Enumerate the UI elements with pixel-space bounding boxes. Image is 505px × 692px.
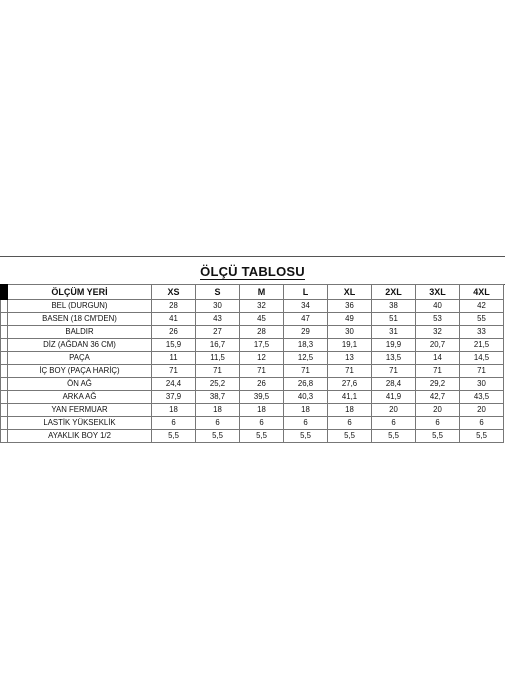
measurement-cell: 5,5 xyxy=(284,430,328,443)
measurement-cell: 30 xyxy=(460,378,504,391)
measurement-cell: 6 xyxy=(196,417,240,430)
measurement-cell: 6 xyxy=(284,417,328,430)
measurement-cell: 40 xyxy=(416,300,460,313)
row-edge-cell xyxy=(1,378,8,391)
row-edge-cell xyxy=(1,326,8,339)
measurement-cell: 38,7 xyxy=(196,391,240,404)
row-edge-cell xyxy=(1,404,8,417)
measurement-cell: 42 xyxy=(460,300,504,313)
measurement-cell: 29 xyxy=(284,326,328,339)
table-row xyxy=(1,391,504,404)
row-label: PAÇA xyxy=(8,352,152,365)
measurement-cell: 40,3 xyxy=(284,391,328,404)
column-header: XL xyxy=(328,285,372,300)
measurement-cell: 5,5 xyxy=(328,430,372,443)
measurement-cell: 55 xyxy=(460,313,504,326)
measurement-cell: 71 xyxy=(372,365,416,378)
measurement-cell: 13 xyxy=(328,352,372,365)
table-body xyxy=(1,300,504,443)
measurement-cell: 28 xyxy=(152,300,196,313)
row-label: ÖN AĞ xyxy=(8,378,152,391)
measurement-cell: 29,2 xyxy=(416,378,460,391)
table-row xyxy=(1,430,504,443)
measurement-cell: 6 xyxy=(460,417,504,430)
measurement-cell: 5,5 xyxy=(460,430,504,443)
header-row xyxy=(1,285,504,300)
measurement-cell: 6 xyxy=(152,417,196,430)
row-edge-cell xyxy=(1,430,8,443)
measurement-cell: 11,5 xyxy=(196,352,240,365)
table-row xyxy=(1,326,504,339)
column-header: M xyxy=(240,285,284,300)
table-row xyxy=(1,404,504,417)
table-row xyxy=(1,352,504,365)
measurement-cell: 18 xyxy=(240,404,284,417)
measurement-cell: 26 xyxy=(152,326,196,339)
measurement-cell: 18 xyxy=(196,404,240,417)
column-header: S xyxy=(196,285,240,300)
measurement-cell: 36 xyxy=(328,300,372,313)
measurement-cell: 20 xyxy=(416,404,460,417)
measurement-cell: 39,5 xyxy=(240,391,284,404)
column-header: ÖLÇÜM YERİ xyxy=(8,285,152,300)
chart-title-text: ÖLÇÜ TABLOSU xyxy=(200,264,305,279)
measurement-cell: 71 xyxy=(460,365,504,378)
measurement-cell: 6 xyxy=(416,417,460,430)
table-row xyxy=(1,417,504,430)
table-row xyxy=(1,313,504,326)
measurement-cell: 27 xyxy=(196,326,240,339)
measurement-cell: 71 xyxy=(416,365,460,378)
measurement-cell: 28 xyxy=(240,326,284,339)
measurement-cell: 37,9 xyxy=(152,391,196,404)
measurement-cell: 12 xyxy=(240,352,284,365)
measurement-cell: 49 xyxy=(328,313,372,326)
row-label: LASTİK YÜKSEKLİK xyxy=(8,417,152,430)
row-label: DİZ (AĞDAN 36 CM) xyxy=(8,339,152,352)
measurement-cell: 14,5 xyxy=(460,352,504,365)
measurement-cell: 28,4 xyxy=(372,378,416,391)
measurement-cell: 71 xyxy=(284,365,328,378)
measurement-cell: 38 xyxy=(372,300,416,313)
measurement-cell: 18 xyxy=(284,404,328,417)
measurement-cell: 31 xyxy=(372,326,416,339)
row-edge-cell xyxy=(1,417,8,430)
size-table xyxy=(0,284,504,443)
table-row xyxy=(1,339,504,352)
table-row xyxy=(1,365,504,378)
title-band xyxy=(0,256,505,285)
measurement-cell: 25,2 xyxy=(196,378,240,391)
measurement-cell: 5,5 xyxy=(240,430,284,443)
measurement-cell: 21,5 xyxy=(460,339,504,352)
measurement-cell: 13,5 xyxy=(372,352,416,365)
column-header: 2XL xyxy=(372,285,416,300)
row-label: BEL (DURGUN) xyxy=(8,300,152,313)
measurement-cell: 20,7 xyxy=(416,339,460,352)
measurement-cell: 47 xyxy=(284,313,328,326)
measurement-cell: 16,7 xyxy=(196,339,240,352)
measurement-cell: 6 xyxy=(328,417,372,430)
measurement-cell: 6 xyxy=(372,417,416,430)
measurement-cell: 71 xyxy=(196,365,240,378)
table-row xyxy=(1,378,504,391)
measurement-cell: 19,9 xyxy=(372,339,416,352)
measurement-cell: 20 xyxy=(372,404,416,417)
measurement-cell: 42,7 xyxy=(416,391,460,404)
measurement-cell: 41,1 xyxy=(328,391,372,404)
measurement-cell: 5,5 xyxy=(372,430,416,443)
measurement-cell: 17,5 xyxy=(240,339,284,352)
measurement-cell: 11 xyxy=(152,352,196,365)
measurement-cell: 18 xyxy=(152,404,196,417)
measurement-cell: 51 xyxy=(372,313,416,326)
row-label: AYAKLIK BOY 1/2 xyxy=(8,430,152,443)
measurement-cell: 26,8 xyxy=(284,378,328,391)
row-label: YAN FERMUAR xyxy=(8,404,152,417)
measurement-cell: 32 xyxy=(416,326,460,339)
measurement-cell: 71 xyxy=(328,365,372,378)
measurement-cell: 15,9 xyxy=(152,339,196,352)
row-label: İÇ BOY (PAÇA HARİÇ) xyxy=(8,365,152,378)
measurement-cell: 18 xyxy=(328,404,372,417)
measurement-cell: 41 xyxy=(152,313,196,326)
measurement-cell: 71 xyxy=(240,365,284,378)
measurement-cell: 5,5 xyxy=(152,430,196,443)
row-edge-cell xyxy=(1,365,8,378)
measurement-cell: 5,5 xyxy=(196,430,240,443)
measurement-cell: 20 xyxy=(460,404,504,417)
measurement-cell: 71 xyxy=(152,365,196,378)
measurement-cell: 41,9 xyxy=(372,391,416,404)
measurement-cell: 30 xyxy=(196,300,240,313)
row-label: ARKA AĞ xyxy=(8,391,152,404)
column-header: L xyxy=(284,285,328,300)
measurement-cell: 14 xyxy=(416,352,460,365)
chart-title xyxy=(0,257,505,284)
column-header: 3XL xyxy=(416,285,460,300)
measurement-cell: 45 xyxy=(240,313,284,326)
measurement-cell: 6 xyxy=(240,417,284,430)
row-edge-cell xyxy=(1,352,8,365)
measurement-cell: 12,5 xyxy=(284,352,328,365)
measurement-cell: 53 xyxy=(416,313,460,326)
column-header: 4XL xyxy=(460,285,504,300)
edge-marker-cell xyxy=(1,285,8,300)
row-label: BASEN (18 CM'DEN) xyxy=(8,313,152,326)
measurement-cell: 24,4 xyxy=(152,378,196,391)
measurement-cell: 33 xyxy=(460,326,504,339)
measurement-cell: 32 xyxy=(240,300,284,313)
measurement-cell: 5,5 xyxy=(416,430,460,443)
row-edge-cell xyxy=(1,391,8,404)
row-edge-cell xyxy=(1,300,8,313)
measurement-cell: 43 xyxy=(196,313,240,326)
row-edge-cell xyxy=(1,339,8,352)
measurement-cell: 26 xyxy=(240,378,284,391)
measurement-cell: 18,3 xyxy=(284,339,328,352)
measurement-cell: 43,5 xyxy=(460,391,504,404)
measurement-cell: 30 xyxy=(328,326,372,339)
row-label: BALDIR xyxy=(8,326,152,339)
measurement-cell: 34 xyxy=(284,300,328,313)
column-header: XS xyxy=(152,285,196,300)
measurement-cell: 27,6 xyxy=(328,378,372,391)
row-edge-cell xyxy=(1,313,8,326)
measurement-cell: 19,1 xyxy=(328,339,372,352)
table-row xyxy=(1,300,504,313)
